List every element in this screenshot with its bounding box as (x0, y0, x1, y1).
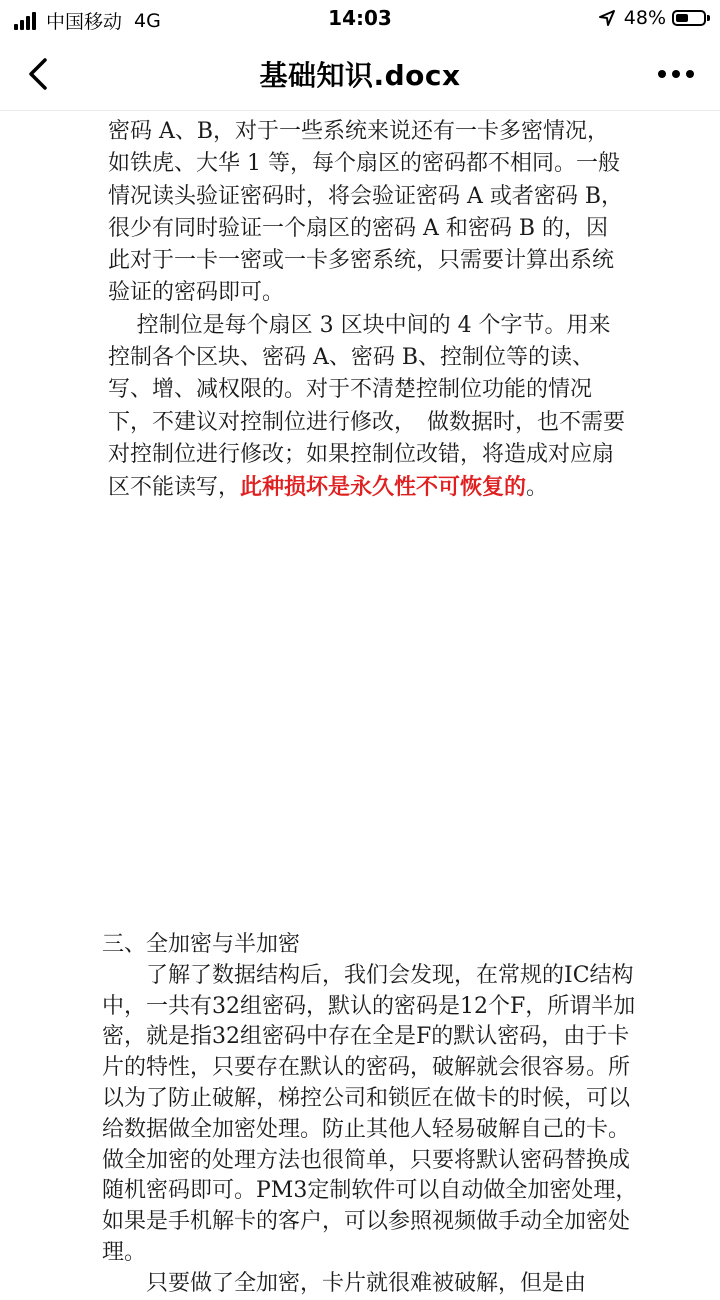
document-page-1 (108, 116, 628, 505)
document-page-2 (102, 930, 642, 1300)
paragraph-continued: 只要做了全加密，卡片就很难被破解，但是由 (146, 1270, 587, 1296)
paragraph-encryption: 了解了数据结构后，我们会发现，在常规的IC结构中，一共有32组密码，默认的密码是12个F，所谓半加密，就是指32组密码中存在全是F的默认密码，由于卡片的特性，只要存在默认的密码，破解就会很容易。所以为了防止破解，梯控公司和锁匠在做卡的时候，可以给数据做全加密处理。防止其他人轻易破解自己的卡。做全加密的处理方法也很简单，只要将默认密码替换成随机密码即可。PM3定制软件可以自动做全加密处理，如果是手机解卡的客户，可以参照视频做手动全加密处理。 (102, 962, 638, 1265)
status-time: 14:03 (328, 6, 392, 30)
status-right (598, 7, 706, 29)
document-viewer[interactable] (0, 110, 720, 1296)
more-button[interactable] (650, 52, 702, 96)
status-bar (0, 0, 720, 38)
document-title: 基础知识.docx (259, 59, 461, 92)
location-arrow-icon (598, 9, 616, 27)
navigation-bar (0, 38, 720, 111)
more-horizontal-icon (655, 70, 697, 78)
control-bits-end: 。 (526, 475, 549, 501)
battery-icon (672, 10, 706, 26)
paragraph-control-bits (108, 310, 628, 505)
paragraph-password-info: 密码 A、B，对于一些系统来说还有一卡多密情况，如铁虎、大华 1 等，每个扇区的密码都不相同。一般情况读头验证密码时，将会验证密码 A 或者密码 B，很少有同时验证一个扇区的密码 A 和密码 B 的，因此对于一卡一密或一卡多密系统，只需要计算出系统验证的密码即可。 (108, 119, 624, 306)
network-type: 4G (134, 9, 161, 32)
warning-highlight: 此种损坏是永久性不可恢复的 (240, 474, 527, 501)
control-bits-text: 控制位是每个扇区 3 区块中间的 4 个字节。用来控制各个区块、密码 A、密码 B、控制位等的读、写、增、减权限的。对于不清楚控制位功能的情况下，不建议对控制位进行修改， 做数据时，也不需要对控制位进行修改；如果控制位改错，将造成对应扇区不能读写， (108, 312, 626, 501)
battery-percent: 48% (623, 7, 666, 29)
section-heading: 三、全加密与半加密 (102, 932, 301, 957)
carrier-name: 中国移动 (46, 11, 123, 33)
